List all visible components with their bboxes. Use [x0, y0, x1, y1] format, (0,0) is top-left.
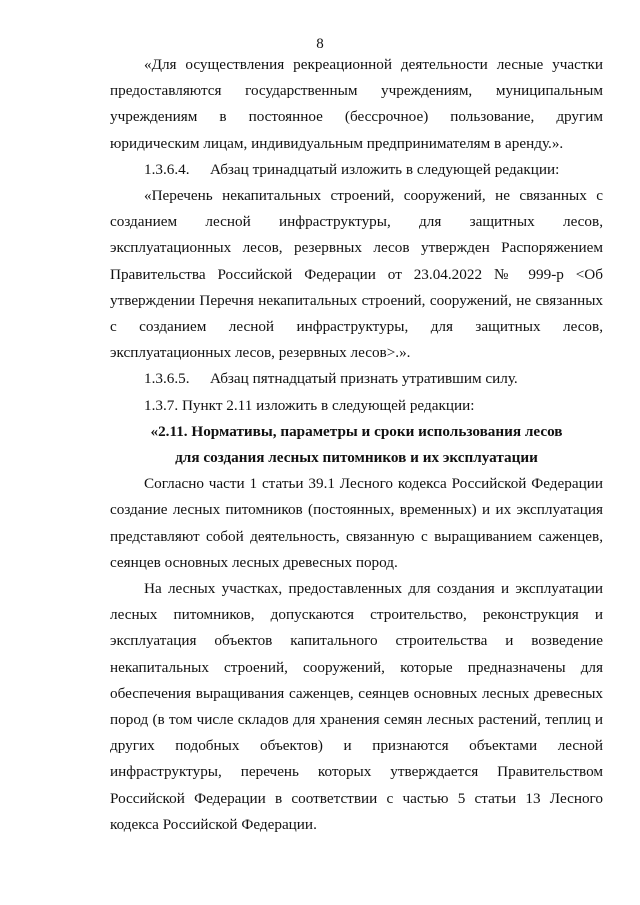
item-text: Абзац пятнадцатый признать утратившим силу.: [210, 370, 518, 388]
document-body: [110, 52, 603, 838]
section-heading-line-1: «2.11. Нормативы, параметры и сроки использования лесов: [150, 422, 563, 440]
paragraph-1-3-7: 1.3.7. Пункт 2.11 изложить в следующей редакции:: [144, 396, 475, 414]
list-item-1-3-6-4: [110, 157, 603, 183]
paragraph-recreation: «Для осуществления рекреационной деятельности лесные участки предоставляются государственным учреждениям, муниципальным учреждениям в постоянное (бессрочное) пользование, другим юридическим лицам, индивидуальным предпринимателям в аренду.».: [110, 56, 603, 152]
paragraph-list-of-structures: «Перечень некапитальных строений, сооружений, не связанных с созданием лесной инфраструктуры, для защитных лесов, эксплуатационных лесов, резервных лесов утвержден Распоряжением Правительства Российской Федерации от 23.04.2022 № 999-р <Об утверждении Перечня некапитальных строений, сооружений, не связанных с созданием лесной инфраструктуры, для защитных лесов, эксплуатационных лесов, резервных лесов>.».: [110, 187, 603, 362]
paragraph-nurseries-definition: Согласно части 1 статьи 39.1 Лесного кодекса Российской Федерации создание лесных питомников (постоянных, временных) и их эксплуатация представляют собой деятельность, связанную с выращиванием саженцев, сеянцев основных лесных древесных пород.: [110, 475, 603, 571]
item-text: Абзац тринадцатый изложить в следующей редакции:: [210, 160, 560, 178]
page-number: 8: [316, 36, 324, 52]
item-number: 1.3.6.5.: [144, 370, 190, 388]
item-number: 1.3.6.4.: [144, 160, 190, 178]
list-item-1-3-6-5: [110, 366, 603, 392]
section-heading-line-2: для создания лесных питомников и их эксплуатации: [175, 449, 538, 467]
paragraph-nurseries-infrastructure: На лесных участках, предоставленных для создания и эксплуатации лесных питомников, допускаются строительство, реконструкция и эксплуатация объектов капитального строительства и возведение некапитальных строений, сооружений, которые предназначены для обеспечения выращивания саженцев, сеянцев основных лесных древесных пород (в том числе складов для хранения семян лесных растений, теплиц и других подобных объектов) и признаются объектами лесной инфраструктуры, перечень которых утверждается Правительством Российской Федерации в соответствии с частью 5 статьи 13 Лесного кодекса Российской Федерации.: [110, 580, 603, 833]
